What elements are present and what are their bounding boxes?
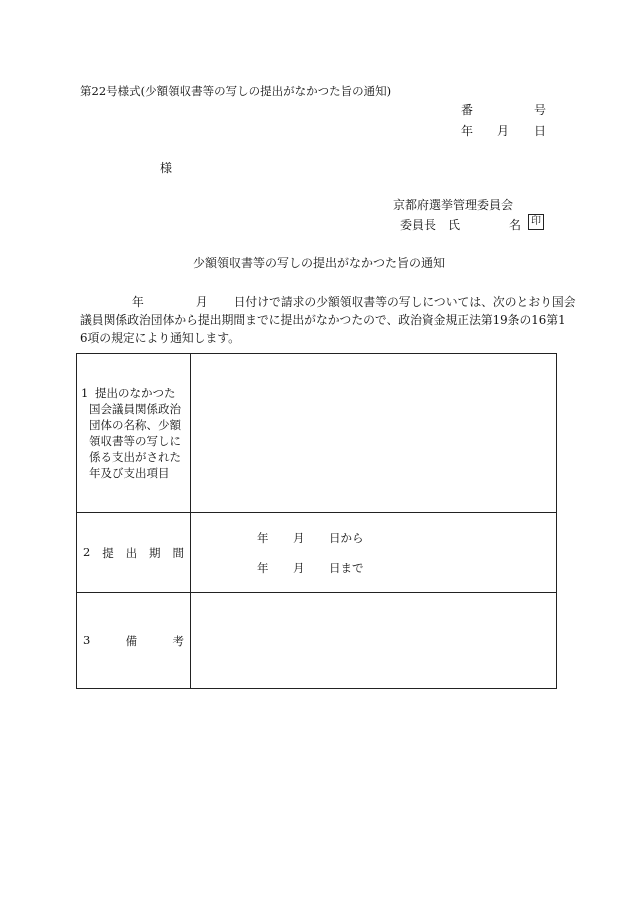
body-line-2: 議員関係政治団体から提出期間までに提出がなかつたので、政治資金規正法第19条の16第1 [80, 313, 566, 327]
label-line: 年及び支出項目 [89, 466, 170, 480]
notice-table [76, 353, 557, 689]
label-char: 備 [125, 633, 138, 648]
label-char: 間 [172, 545, 184, 560]
label-char: 提 [102, 545, 114, 560]
table-row [77, 354, 557, 513]
sender-name-label-mei: 名 [509, 218, 522, 232]
table-row [77, 513, 557, 593]
period-from-day: 日から [329, 530, 364, 545]
label-line: 提出のなかつた [95, 386, 176, 400]
period-label-cell [77, 513, 191, 593]
group-name-label [77, 385, 190, 481]
period-to [191, 560, 556, 576]
table-row [77, 593, 557, 689]
period-from-month: 月 [293, 530, 305, 545]
date-day-label: 日 [534, 124, 547, 138]
document-number-label: 番 [461, 103, 474, 117]
row-number: 2 [83, 544, 91, 559]
body-line-3: 6項の規定により通知します。 [80, 331, 240, 345]
label-line: 国会議員関係政治 [89, 402, 181, 416]
period-from [191, 530, 556, 546]
form-number: 第22号様式(少額領収書等の写しの提出がなかつた旨の通知) [80, 84, 392, 98]
addressee-honorific: 様 [160, 161, 173, 175]
document-title: 少額領収書等の写しの提出がなかつた旨の通知 [193, 256, 446, 270]
date-year-label: 年 [461, 124, 474, 138]
period-to-day: 日まで [329, 560, 364, 575]
row-number: 3 [83, 632, 91, 647]
label-line: 団体の名称、少額 [89, 418, 181, 432]
group-name-label-cell [77, 354, 191, 513]
label-line: 係る支出がされた [89, 450, 181, 464]
group-name-value-cell[interactable] [191, 354, 557, 513]
period-value-cell[interactable] [191, 513, 557, 593]
period-to-month: 月 [293, 560, 305, 575]
label-char: 出 [125, 545, 138, 560]
body-line-1 [80, 293, 576, 311]
label-char: 期 [149, 545, 161, 560]
period-from-year: 年 [257, 530, 269, 545]
body-line-1-text: 日付けで請求の少額領収書等の写しについては、次のとおり国会 [233, 295, 576, 309]
sender-committee: 京都府選挙管理委員会 [393, 198, 514, 212]
document-number-suffix: 号 [534, 103, 547, 117]
seal-mark: 印 [528, 214, 544, 230]
label-line: 領収書等の写しに [89, 434, 181, 448]
body-year-label: 年 [132, 295, 144, 309]
remarks-label-cell [77, 593, 191, 689]
sender-name-label-shi: 氏 [448, 218, 461, 232]
period-label [77, 545, 190, 561]
sender-chair-title: 委員長 [400, 218, 437, 232]
remarks-value-cell[interactable] [191, 593, 557, 689]
body-month-label: 月 [195, 295, 208, 309]
remarks-label [77, 633, 190, 649]
row-number: 1 [81, 386, 89, 400]
date-month-label: 月 [497, 124, 510, 138]
period-to-year: 年 [257, 560, 269, 575]
label-char: 考 [172, 633, 184, 648]
notice-body [80, 293, 576, 347]
